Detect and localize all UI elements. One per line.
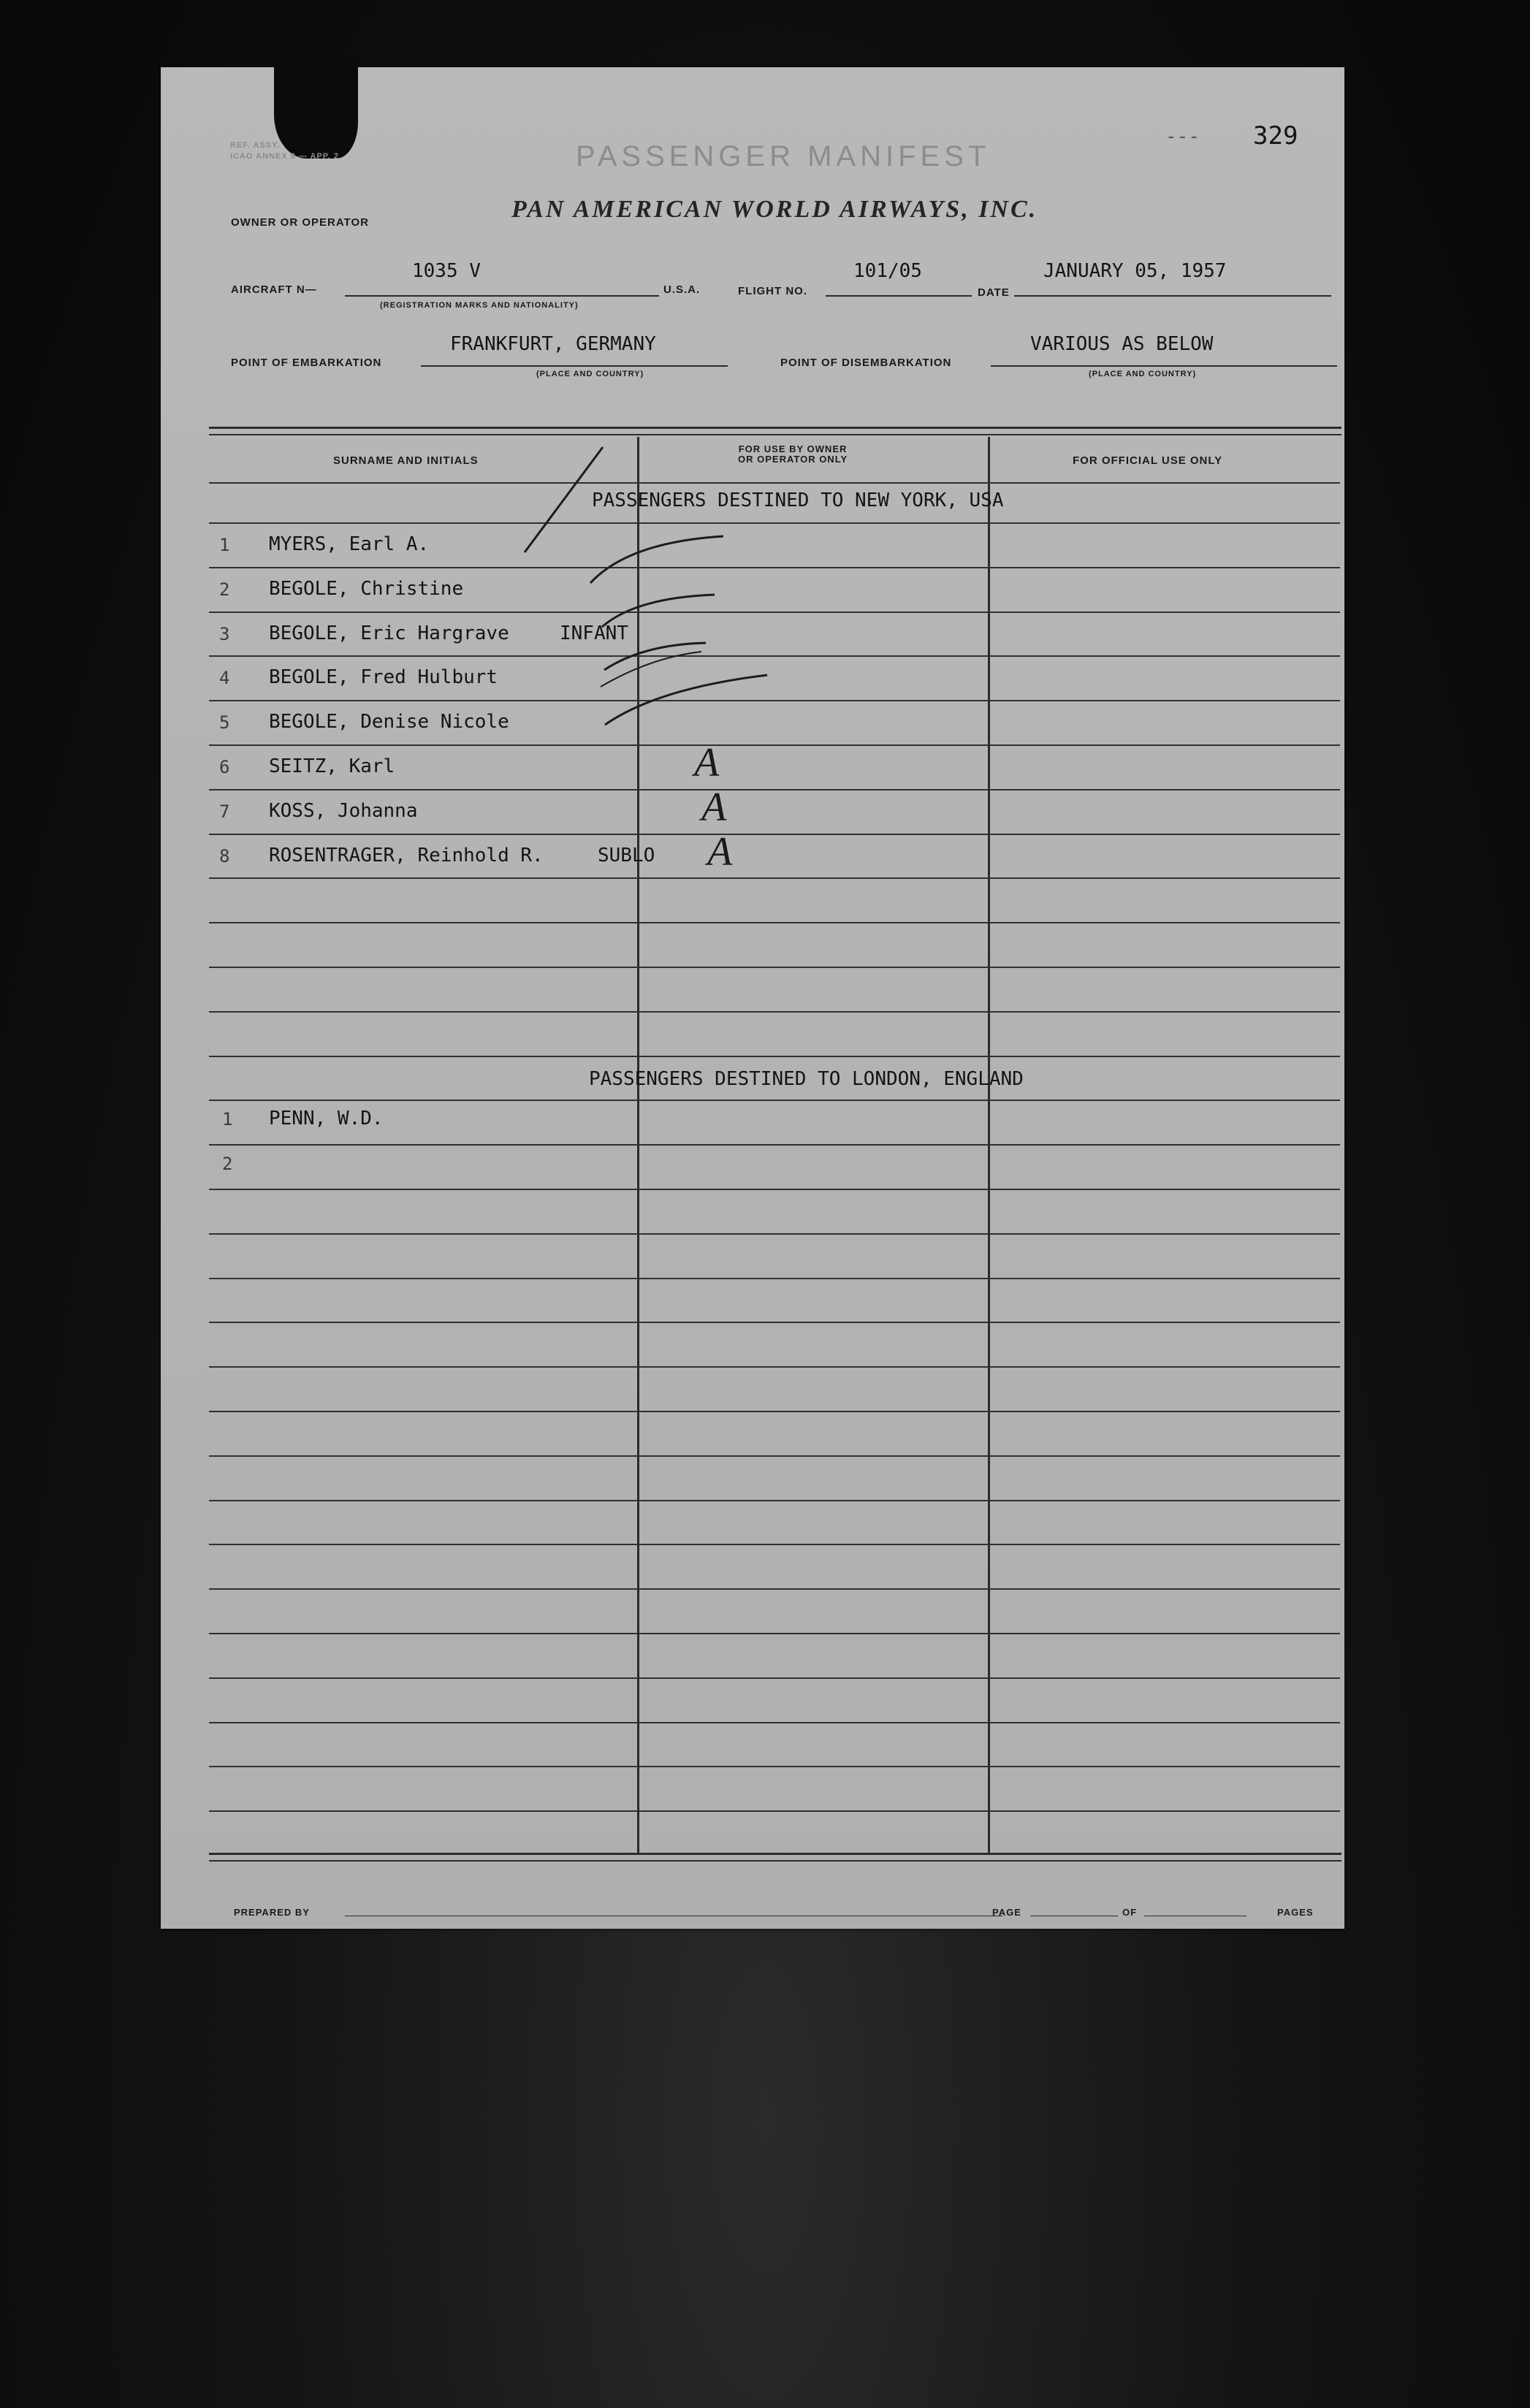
row-number: 6 [219,757,230,777]
pencil-mark: A [707,829,733,875]
page-title: PASSENGER MANIFEST [576,140,991,172]
page-label: PAGE [992,1907,1021,1918]
pencil-marks [161,67,1344,1929]
flight-number: 101/05 [853,260,922,282]
passenger-note: INFANT [560,622,628,644]
owner-label: OWNER OR OPERATOR [231,216,369,229]
embarkation-caption: (PLACE AND COUNTRY) [536,370,644,378]
owner-use-header-line: FOR USE BY OWNER [738,443,848,454]
table-bottom-rule [209,1853,1341,1862]
pencil-mark: A [701,785,727,830]
section-heading-newyork: PASSENGERS DESTINED TO NEW YORK, USA [592,489,1004,511]
manifest-page [161,67,1344,1929]
owner-use-header-line: OR OPERATOR ONLY [738,454,848,465]
passenger-name: ROSENTRAGER, Reinhold R. [269,845,544,866]
usa-label: U.S.A. [663,283,701,296]
row-number: 2 [219,579,230,600]
passenger-name: PENN, W.D. [269,1108,384,1129]
disembarkation-label: POINT OF DISEMBARKATION [780,357,952,369]
passenger-name: MYERS, Earl A. [269,533,430,555]
form-reference-line: ICAO ANNEX 9 — APP. 2 [230,152,339,161]
flight-label: FLIGHT NO. [738,285,807,297]
passenger-name: BEGOLE, Denise Nicole [269,711,509,733]
row-number: 2 [222,1154,233,1174]
prepared-by-label: PREPARED BY [234,1907,310,1918]
passenger-name: BEGOLE, Fred Hulburt [269,666,498,688]
official-use-column-header: FOR OFFICIAL USE ONLY [1073,454,1223,467]
embarkation-value: FRANKFURT, GERMANY [450,333,656,355]
pages-label: PAGES [1277,1907,1314,1918]
section-heading-london: PASSENGERS DESTINED TO LONDON, ENGLAND [589,1068,1024,1090]
row-number: 5 [219,712,230,733]
page-number: 329 [1253,121,1298,150]
passenger-name: BEGOLE, Eric Hargrave [269,622,509,644]
pencil-mark: A [694,740,720,785]
row-number: 1 [222,1109,233,1129]
date-label: DATE [978,286,1010,299]
surname-column-header: SURNAME AND INITIALS [333,454,479,467]
disembarkation-caption: (PLACE AND COUNTRY) [1089,370,1197,378]
row-number: 8 [219,846,230,866]
date-value: JANUARY 05, 1957 [1043,260,1227,282]
row-number: 3 [219,624,230,644]
aircraft-label: AIRCRAFT N— [231,283,317,296]
passenger-name: SEITZ, Karl [269,755,395,777]
passenger-name: BEGOLE, Christine [269,578,464,600]
disembarkation-value: VARIOUS AS BELOW [1030,333,1214,355]
row-number: 1 [219,535,230,555]
page-number-prefix: --- [1165,126,1200,148]
row-number: 7 [219,801,230,822]
row-number: 4 [219,668,230,688]
embarkation-label: POINT OF EMBARKATION [231,357,382,369]
operator-name: PAN AMERICAN WORLD AIRWAYS, INC. [511,196,1038,223]
passenger-name: KOSS, Johanna [269,800,418,822]
of-label: OF [1122,1907,1138,1918]
form-reference-line: REF. ASSY. [230,141,281,150]
passenger-note: SUBLO [598,845,655,866]
registration-caption: (REGISTRATION MARKS AND NATIONALITY) [380,301,579,310]
aircraft-value: 1035 V [412,260,481,282]
